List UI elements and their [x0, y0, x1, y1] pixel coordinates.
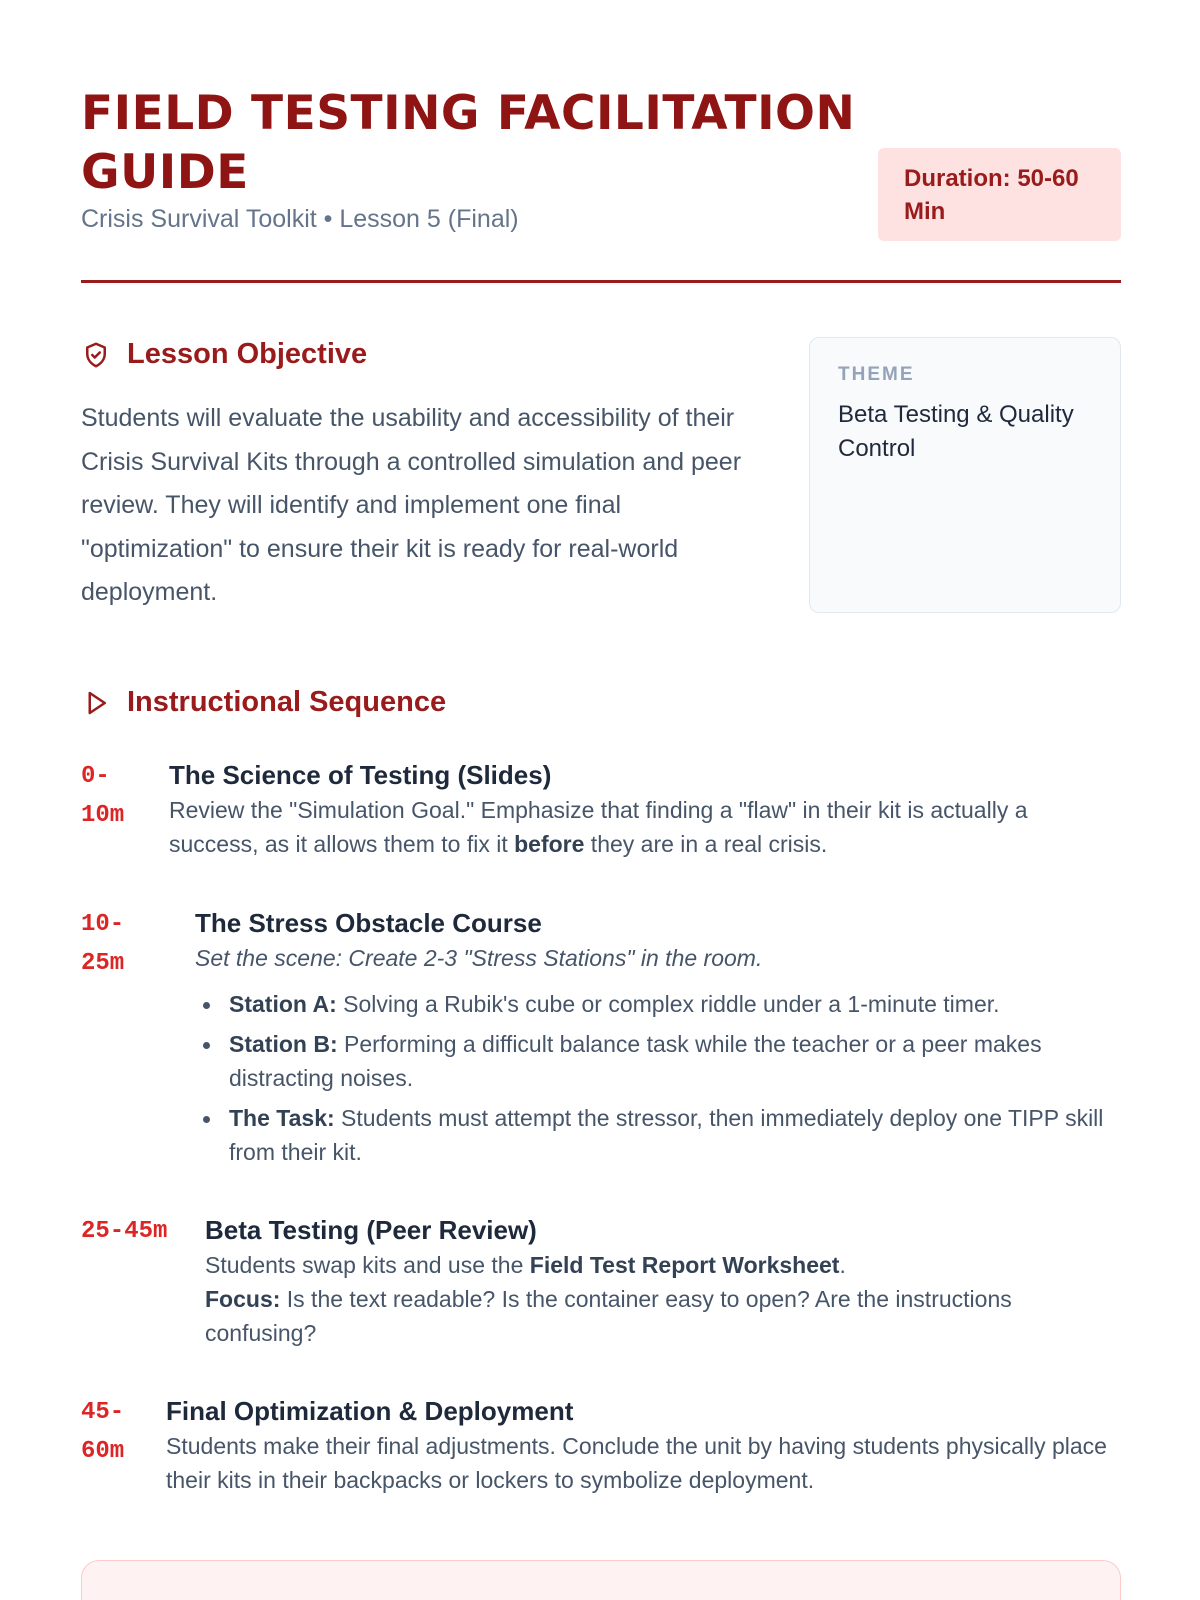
- step-time: 25-45m: [81, 1218, 168, 1245]
- theme-label: THEME: [838, 364, 915, 385]
- play-icon: [81, 688, 111, 718]
- step-time: 0-10m: [81, 763, 125, 829]
- step-description: Students make their final adjustments. Conclude the unit by having students physically place their kits in their backpacks or lockers to symbolize deployment.: [166, 1433, 1107, 1493]
- objective-heading-label: Lesson Objective: [127, 338, 368, 370]
- list-item: The Task: Students must attempt the stressor, then immediately deploy one TIPP skill from their kit.: [195, 1101, 1121, 1169]
- theme-value: Beta Testing & Quality Control: [838, 401, 1074, 462]
- station-list: [195, 987, 1121, 1169]
- step-time: 10-25m: [81, 911, 125, 977]
- step-body: [169, 757, 1121, 861]
- lesson-guide-page: [81, 0, 1121, 1600]
- page-title: FIELD TESTING FACILITATION GUIDE: [81, 86, 856, 200]
- sequence-step: [81, 1393, 1121, 1503]
- objective-text: Students will evaluate the usability and accessibility of their Crisis Survival Kits through a controlled simulation and peer review. They will identify and implement one final "optimization" to ensure their kit is ready for real-world deployment.: [81, 404, 742, 606]
- header-divider: [81, 280, 1121, 283]
- sequence-step: [81, 905, 1121, 1175]
- duration-badge: Duration: 50-60 Min: [878, 148, 1121, 241]
- step-description: Review the "Simulation Goal." Emphasize that finding a "flaw" in their kit is actually a success, as it allows them to fix it before they are in a real crisis.: [169, 797, 1028, 857]
- theme-card: [809, 337, 1121, 613]
- step-intro: Set the scene: Create 2-3 "Stress Stations" in the room.: [195, 945, 763, 971]
- step-body: [195, 905, 1121, 1175]
- step-title: Beta Testing (Peer Review): [205, 1215, 537, 1245]
- step-focus: Focus: Is the text readable? Is the container easy to open? Are the instructions confusing?: [205, 1286, 1012, 1346]
- list-item: Station A: Solving a Rubik's cube or complex riddle under a 1-minute timer.: [195, 987, 1121, 1021]
- shield-check-icon: [81, 340, 111, 370]
- sequence-heading-label: Instructional Sequence: [127, 686, 447, 718]
- step-title: The Science of Testing (Slides): [169, 760, 552, 790]
- step-description: Students swap kits and use the Field Test Report Worksheet.: [205, 1252, 846, 1278]
- sequence-step: [81, 757, 1121, 867]
- step-body: [205, 1212, 1121, 1350]
- sequence-heading: [81, 686, 446, 719]
- sequence-step: [81, 1212, 1121, 1357]
- objective-heading: [81, 338, 367, 371]
- step-title: The Stress Obstacle Course: [195, 908, 542, 938]
- step-time: 45-60m: [81, 1399, 125, 1465]
- step-body: [166, 1393, 1121, 1497]
- page-header: [81, 84, 1121, 284]
- page-subtitle: Crisis Survival Toolkit • Lesson 5 (Final): [81, 205, 519, 233]
- list-item: Station B: Performing a difficult balance task while the teacher or a peer makes distracting noises.: [195, 1027, 1121, 1095]
- step-title: Final Optimization & Deployment: [166, 1396, 574, 1426]
- notes-card: [81, 1560, 1121, 1600]
